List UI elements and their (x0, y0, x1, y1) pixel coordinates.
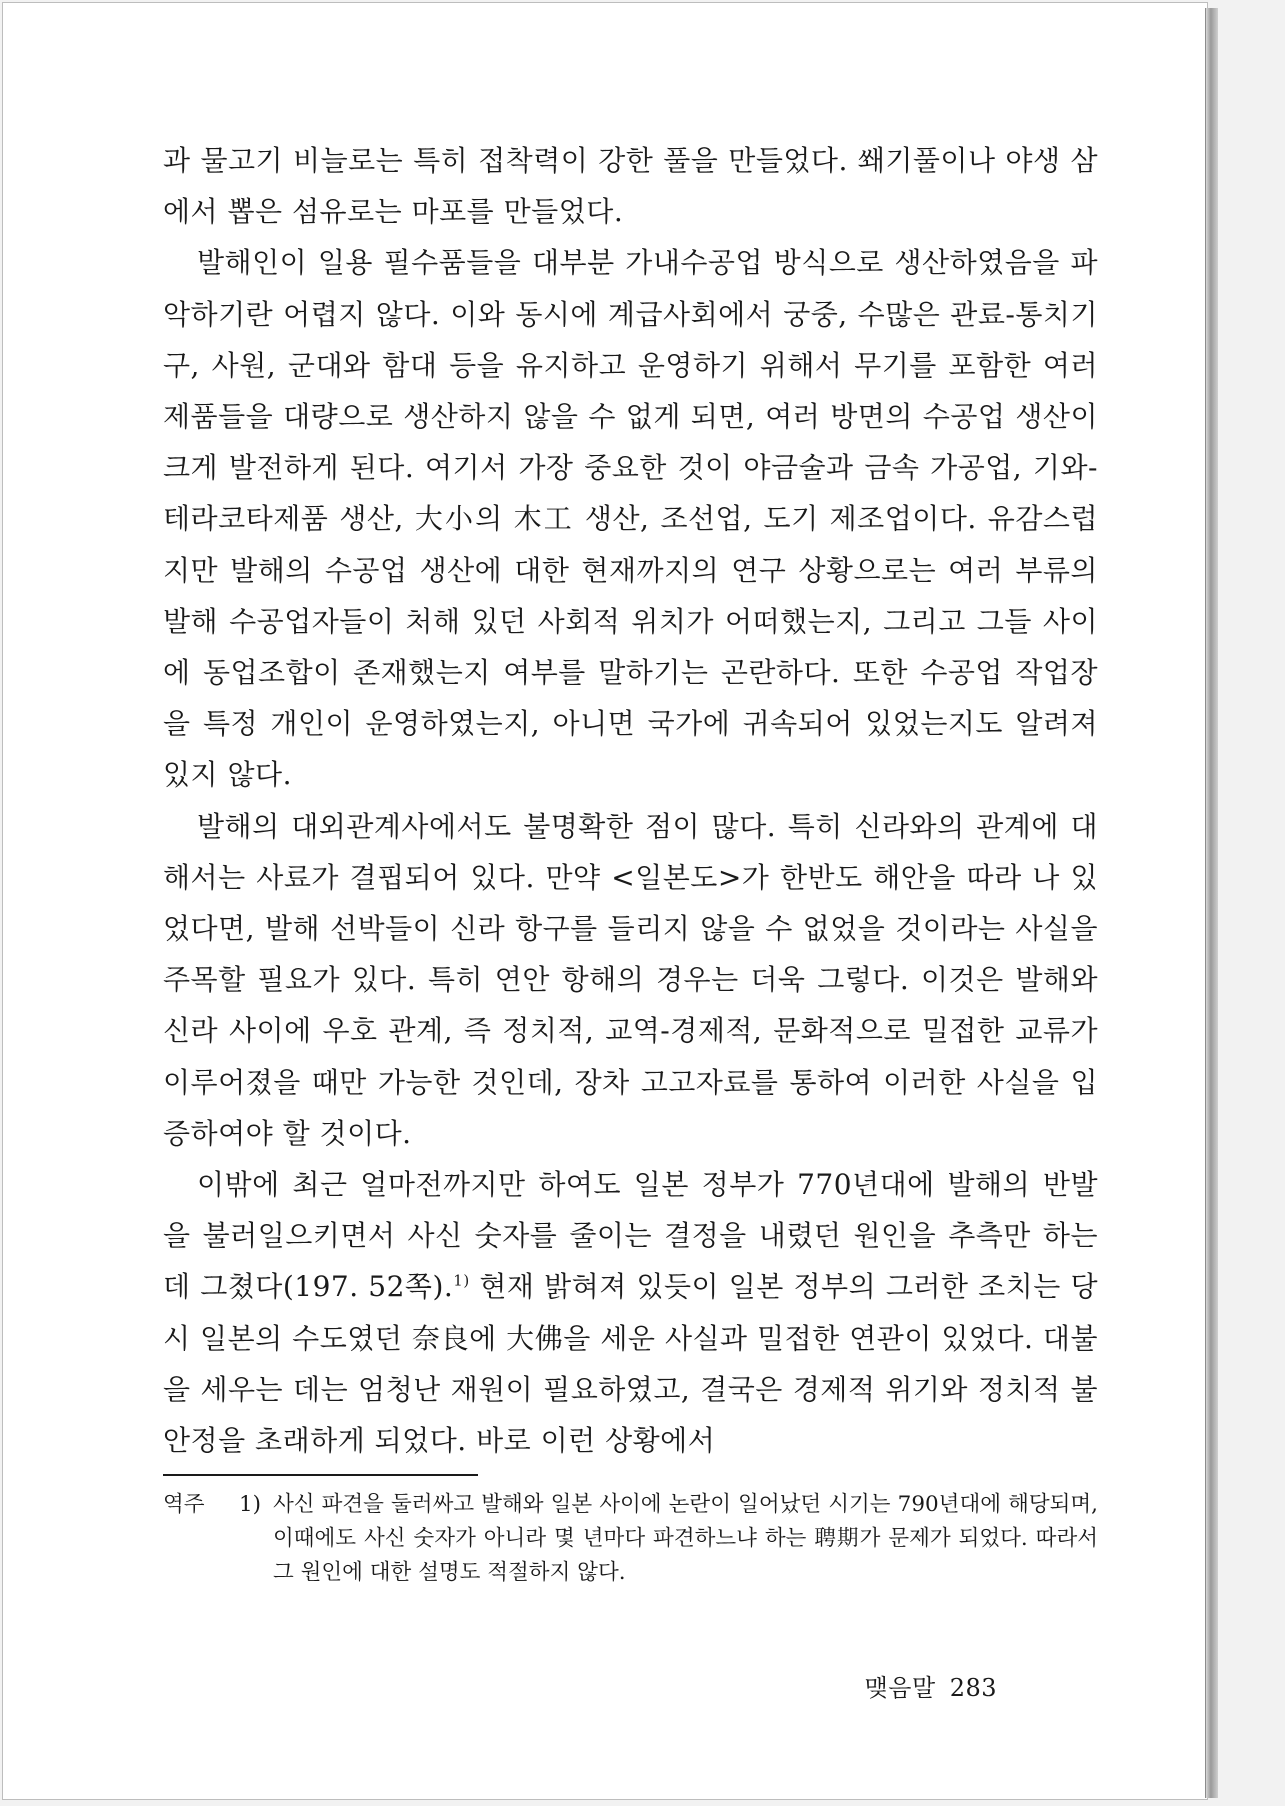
paragraph-text: 이밖에 최근 얼마전까지만 하여도 일본 정부가 770년대에 발해의 반발을 불러일으키면서 사신 숫자를 줄이는 결정을 내렸던 원인을 추측만 하는 데 그쳤다(197. 52쪽). (163, 1168, 1098, 1304)
book-page (2, 2, 1208, 1800)
footnote-number: 1) (239, 1492, 262, 1517)
page-stack-edge (1205, 8, 1218, 1798)
body-text (163, 135, 1098, 1466)
paragraph (163, 1159, 1098, 1466)
paragraph: 과 물고기 비늘로는 특히 접착력이 강한 풀을 만들었다. 쐐기풀이나 야생 삼에서 뽑은 섬유로는 마포를 만들었다. (163, 144, 1098, 229)
paragraph: 발해인이 일용 필수품들을 대부분 가내수공업 방식으로 생산하였음을 파악하기란 어렵지 않다. 이와 동시에 계급사회에서 궁중, 수많은 관료-통치기구, 사원, 군대와 함대 등을 유지하고 운영하기 위해서 무기를 포함한 여러 제품들을 대량으로 생산하지 않을 수 없게 되면, 여러 방면의 수공업 생산이 크게 발전하게 된다. 여기서 가장 중요한 것이 야금술과 금속 가공업, 기와-테라코타제품 생산, 大小의 木工 생산, 조선업, 도기 제조업이다. 유감스럽지만 발해의 수공업 생산에 대한 현재까지의 연구 상황으로는 여러 부류의 발해 수공업자들이 처해 있던 사회적 위치가 어떠했는지, 그리고 그들 사이에 동업조합이 존재했는지 여부를 말하기는 곤란하다. 또한 수공업 작업장을 특정 개인이 운영하였는지, 아니면 국가에 귀속되어 있었는지도 알려져 있지 않다. (163, 246, 1098, 792)
paragraph-text: 현재 밝혀져 있듯이 일본 정부의 그러한 조치는 당시 일본의 수도였던 奈良에 大佛을 세운 사실과 밀접한 연관이 있었다. 대불을 세우는 데는 엄청난 재원이 필요하였고, 결국은 경제적 위기와 정치적 불안정을 초래하게 되었다. 바로 이런 상황에서 (163, 1270, 1098, 1458)
running-footer (865, 1668, 997, 1703)
footnote-reference: 1) (453, 1272, 470, 1291)
footnote (163, 1488, 1098, 1590)
footnote-text: 사신 파견을 둘러싸고 발해와 일본 사이에 논란이 일어났던 시기는 790년대에 해당되며, 이때에도 사신 숫자가 아니라 몇 년마다 파견하느냐 하는 聘期가 문제가 되었다. 따라서 그 원인에 대한 설명도 적절하지 않다. (273, 1492, 1098, 1585)
footnote-divider (163, 1474, 478, 1476)
footnote-label: 역주 (163, 1492, 205, 1517)
paragraph: 발해의 대외관계사에서도 불명확한 점이 많다. 특히 신라와의 관계에 대해서는 사료가 결핍되어 있다. 만약 <일본도>가 한반도 해안을 따라 나 있었다면, 발해 선박들이 신라 항구를 들리지 않을 수 없었을 것이라는 사실을 주목할 필요가 있다. 특히 연안 항해의 경우는 더욱 그렇다. 이것은 발해와 신라 사이에 우호 관계, 즉 정치적, 교역-경제적, 문화적으로 밀접한 교류가 이루어졌을 때만 가능한 것인데, 장차 고고자료를 통하여 이러한 사실을 입증하여야 할 것이다. (163, 809, 1098, 1150)
page-number: 283 (949, 1674, 997, 1702)
section-title: 맺음말 (864, 1674, 936, 1702)
